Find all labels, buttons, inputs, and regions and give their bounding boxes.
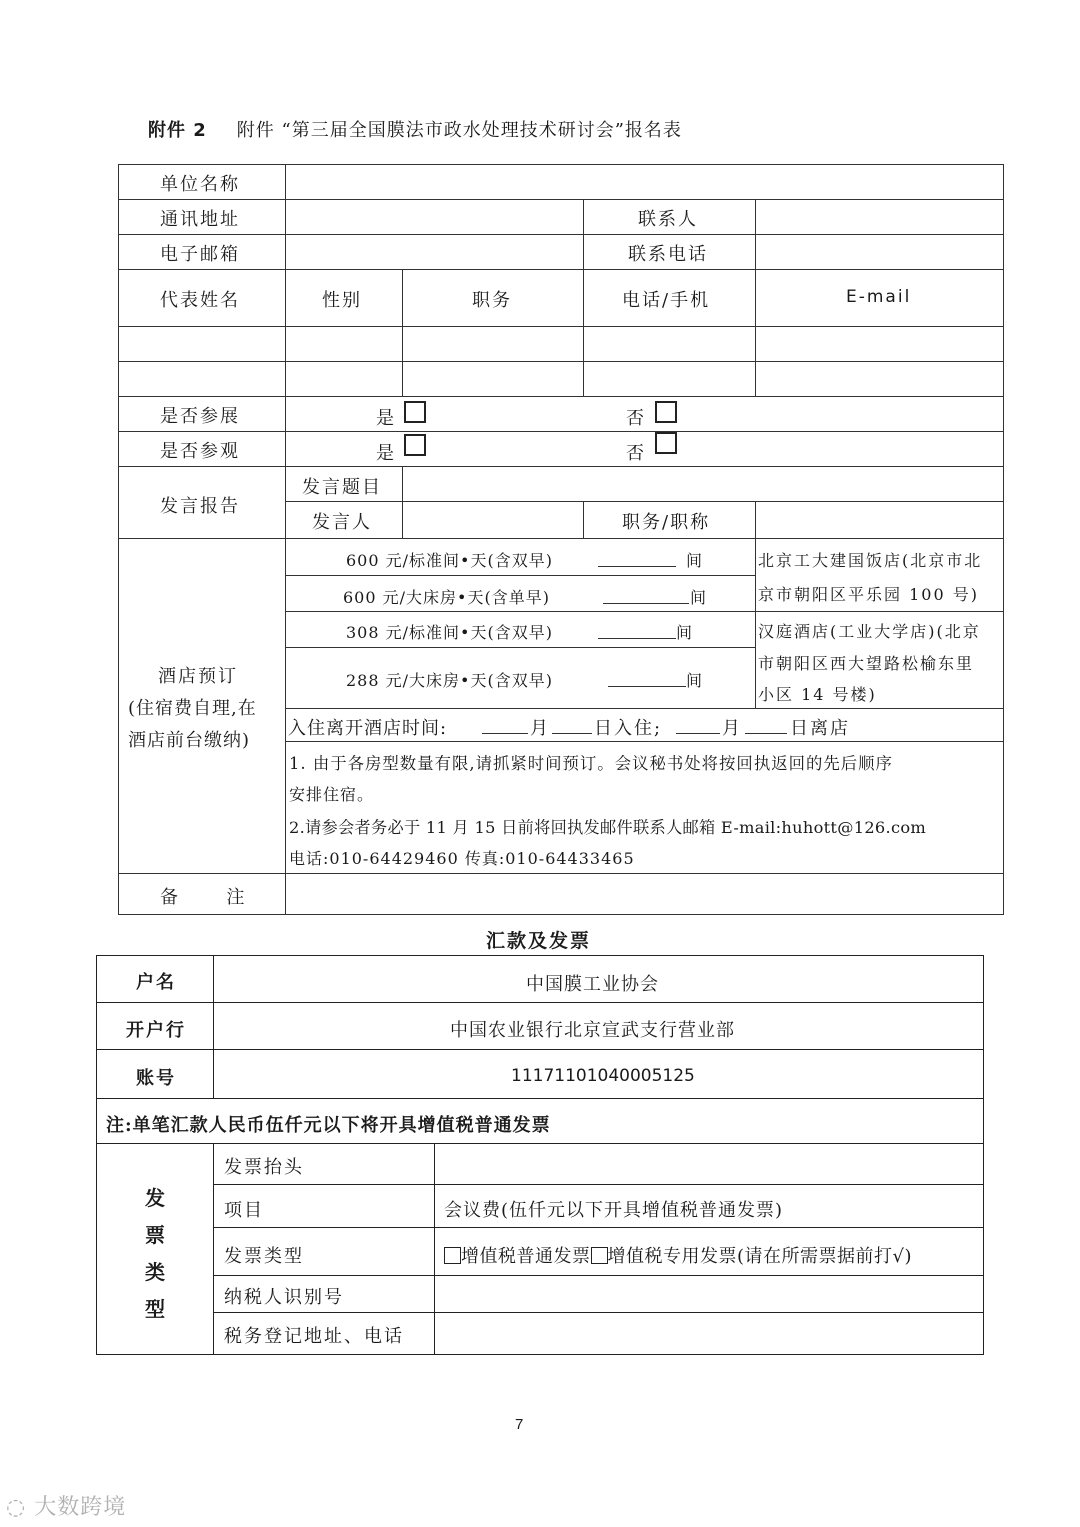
exhibit-no-label: 否: [626, 408, 646, 429]
address-field[interactable]: [285, 199, 584, 235]
checkin-day-blank[interactable]: [552, 733, 592, 734]
table-row[interactable]: [118, 361, 286, 397]
checkin-month: 月: [530, 718, 550, 739]
payment-heading: 汇款及发票: [486, 930, 592, 952]
checkin-prefix: 入住离开酒店时间:: [288, 718, 448, 739]
watermark-logo-icon: ◌: [6, 1495, 35, 1520]
room-unit: 间: [686, 551, 704, 570]
speaker-title-label: 职务/职称: [622, 512, 711, 533]
speaker-title-field[interactable]: [755, 501, 1004, 539]
remarks-label: 备 注: [160, 887, 247, 908]
tax-address-field[interactable]: [434, 1312, 984, 1355]
room-quantity-blank[interactable]: [598, 566, 676, 567]
contact-label: 联系人: [638, 209, 698, 230]
visit-yes-label: 是: [376, 443, 396, 464]
column-header-gender: 性别: [322, 290, 362, 311]
special-invoice-checkbox[interactable]: [591, 1247, 608, 1264]
column-header-mobile: 电话/手机: [622, 290, 711, 311]
table-row[interactable]: [583, 326, 756, 362]
exhibit-yes-checkbox[interactable]: [404, 401, 426, 423]
email-field[interactable]: [285, 234, 584, 270]
speaker-label: 发言人: [312, 512, 372, 533]
vertical-char: 型: [145, 1297, 165, 1321]
payment-note: 注:单笔汇款人民币伍仟元以下将开具增值税普通发票: [106, 1115, 551, 1136]
visit-label: 是否参观: [160, 441, 240, 462]
table-row[interactable]: [583, 361, 756, 397]
hotel1-info: 京市朝阳区平乐园 100 号): [758, 585, 979, 604]
bank-label: 开户行: [126, 1020, 186, 1041]
attachment-label: 附件 2: [148, 120, 207, 141]
hotel2-info: 小区 14 号楼): [758, 685, 877, 704]
note-text: 安排住宿。: [289, 785, 375, 804]
checkin-day: 日入住;: [594, 718, 663, 739]
hotel2-info: 汉庭酒店(工业大学店)(北京: [758, 622, 981, 641]
speech-label: 发言报告: [160, 496, 240, 517]
note-text: 电话:010-64429460 传真:010-64433465: [289, 849, 635, 868]
checkout-month: 月: [722, 718, 742, 739]
account-name-label: 户名: [136, 972, 176, 993]
hotel1-info: 北京工大建国饭店(北京市北: [758, 551, 983, 570]
email-label: 电子邮箱: [160, 244, 240, 265]
table-row[interactable]: [755, 326, 1004, 362]
taxpayer-id-label: 纳税人识别号: [224, 1287, 344, 1308]
table-row[interactable]: [755, 361, 1004, 397]
hotel2-info: 市朝阳区西大望路松榆东里: [758, 654, 975, 673]
room-quantity-blank[interactable]: [603, 603, 689, 604]
general-invoice-checkbox[interactable]: [444, 1247, 461, 1264]
taxpayer-id-field[interactable]: [434, 1275, 984, 1313]
table-row[interactable]: [402, 326, 584, 362]
address-label: 通讯地址: [160, 209, 240, 230]
speech-topic-label: 发言题目: [302, 477, 382, 498]
column-header-position: 职务: [472, 290, 512, 311]
watermark: [6, 1490, 126, 1521]
note-text: 1. 由于各房型数量有限,请抓紧时间预订。会议秘书处将按回执返回的先后顺序: [289, 754, 893, 773]
item-value: 会议费(伍仟元以下开具增值税普通发票): [444, 1200, 784, 1221]
invoice-title-field[interactable]: [434, 1143, 984, 1185]
bank-value: 中国农业银行北京宣武支行营业部: [450, 1020, 735, 1041]
general-invoice-option: 增值税普通发票: [461, 1246, 591, 1267]
room-unit: 间: [686, 671, 704, 690]
column-header-email: E-mail: [846, 287, 912, 307]
vertical-char: 类: [145, 1260, 165, 1284]
room-unit: 间: [690, 588, 708, 607]
exhibit-label: 是否参展: [160, 406, 240, 427]
checkin-month-blank[interactable]: [482, 733, 528, 734]
remarks-field[interactable]: [285, 873, 1004, 915]
account-name-value: 中国膜工业协会: [526, 974, 659, 995]
phone-label: 联系电话: [628, 244, 708, 265]
phone-field[interactable]: [755, 234, 1004, 270]
speech-topic-field[interactable]: [402, 466, 1004, 502]
room-quantity-blank[interactable]: [608, 686, 686, 687]
watermark-text: 大数跨境: [34, 1495, 127, 1520]
room-price: 288 元/大床房•天(含双早): [346, 671, 553, 690]
table-row[interactable]: [402, 361, 584, 397]
hotel-label-note: (住宿费自理,在: [128, 698, 257, 719]
unit-name-label: 单位名称: [160, 174, 240, 195]
special-invoice-option: 增值税专用发票(请在所需票据前打√): [607, 1246, 913, 1267]
hotel-label: 酒店预订: [158, 666, 238, 687]
room-price: 308 元/标准间•天(含双早): [346, 623, 553, 642]
checkout-day-blank[interactable]: [745, 733, 787, 734]
invoice-type-vertical-label: [140, 1180, 170, 1328]
table-row[interactable]: [285, 361, 403, 397]
checkout-month-blank[interactable]: [676, 733, 720, 734]
tax-address-label: 税务登记地址、电话: [224, 1326, 404, 1347]
title-text: 附件 “第三届全国膜法市政水处理技术研讨会”报名表: [236, 120, 682, 141]
exhibit-no-checkbox[interactable]: [655, 401, 677, 423]
room-price: 600 元/标准间•天(含双早): [346, 551, 553, 570]
account-no-label: 账号: [136, 1068, 176, 1089]
checkout-day: 日离店: [790, 718, 850, 739]
note-text: 2.请参会者务必于 11 月 15 日前将回执发邮件联系人邮箱 E-mail:huhott@126.com: [289, 818, 927, 837]
table-row[interactable]: [285, 326, 403, 362]
invoice-type-options: [444, 1242, 912, 1268]
visit-no-checkbox[interactable]: [655, 432, 677, 454]
vertical-char: 发: [145, 1186, 165, 1210]
unit-name-field[interactable]: [285, 164, 1004, 200]
contact-field[interactable]: [755, 199, 1004, 235]
invoice-type-label: 发票类型: [224, 1246, 304, 1267]
column-header-name: 代表姓名: [160, 290, 240, 311]
visit-yes-checkbox[interactable]: [404, 434, 426, 456]
invoice-title-label: 发票抬头: [224, 1157, 304, 1178]
room-unit: 间: [676, 623, 694, 642]
hotel-label-note: 酒店前台缴纳): [128, 730, 251, 751]
account-no-value: 11171101040005125: [511, 1066, 695, 1086]
speaker-field[interactable]: [402, 501, 584, 539]
item-label: 项目: [224, 1200, 264, 1221]
page-number: 7: [515, 1416, 524, 1433]
form-title: [148, 116, 682, 142]
vertical-char: 票: [145, 1223, 165, 1247]
room-quantity-blank[interactable]: [598, 638, 676, 639]
visit-no-label: 否: [626, 443, 646, 464]
room-price: 600 元/大床房•天(含单早): [343, 588, 550, 607]
exhibit-yes-label: 是: [376, 408, 396, 429]
table-row[interactable]: [118, 326, 286, 362]
